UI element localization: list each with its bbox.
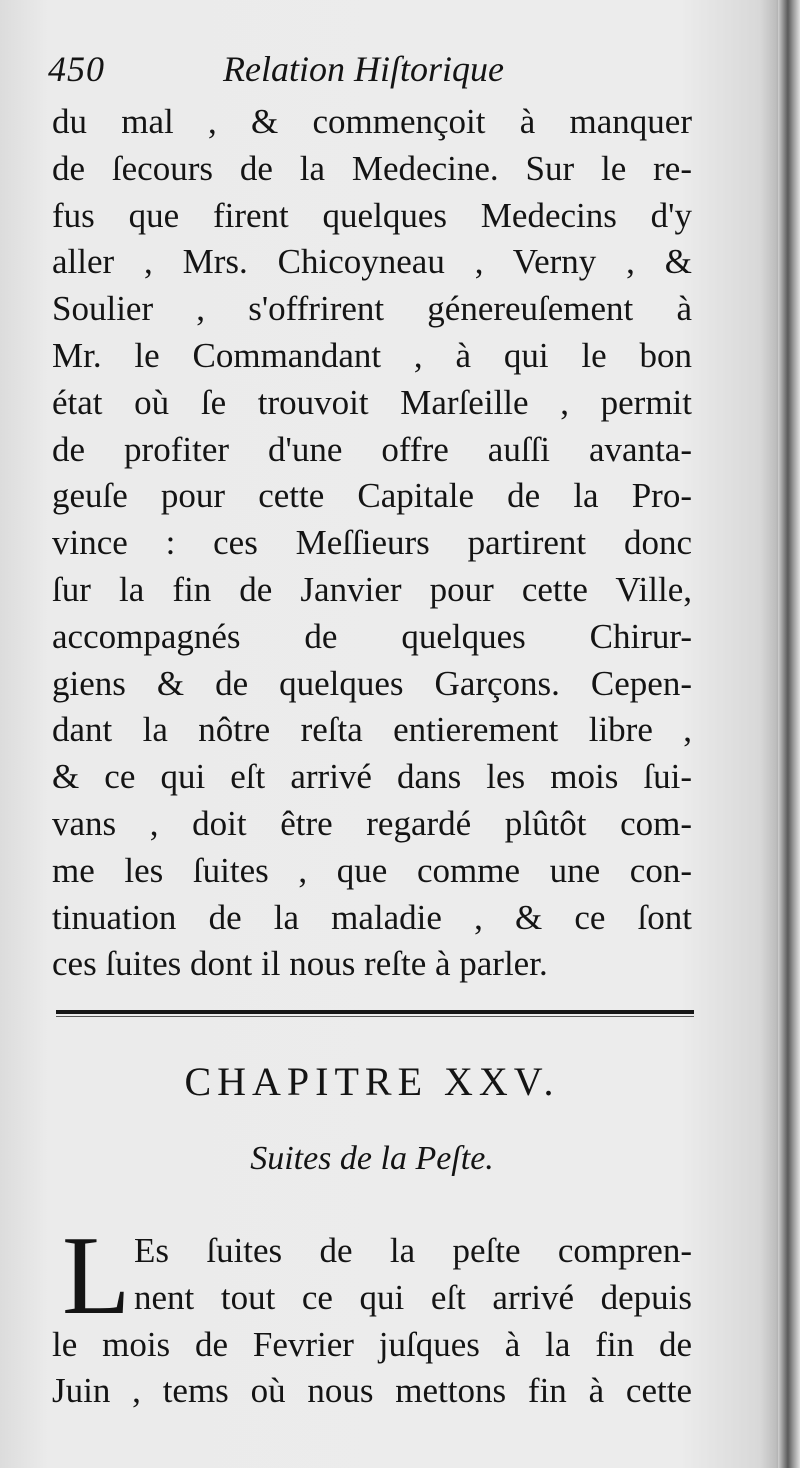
text-line: Soulier , s'offrirent génereuſement à — [52, 289, 692, 329]
text-line: nent tout ce qui eſt arrivé depuis — [134, 1277, 692, 1317]
chapter-title: CHAPITRE XXV. — [184, 1059, 560, 1104]
text-line: dant la nôtre reſta entierement libre , — [52, 710, 692, 750]
text-line: vans , doit être regardé plûtôt com- — [52, 803, 692, 843]
text-line: accompagnés de quelques Chirur- — [52, 616, 692, 656]
text-line: Juin , tems où nous mettons fin à cette — [52, 1371, 692, 1411]
text-line: geuſe pour cette Capitale de la Pro- — [52, 476, 692, 516]
text-line: état où ſe trouvoit Marſeille , permit — [52, 382, 692, 422]
divider-thick-line — [56, 1010, 694, 1014]
body-paragraph — [52, 99, 692, 988]
text-line: giens & de quelques Garçons. Cepen- — [52, 663, 692, 703]
text-line: fus que firent quelques Medecins d'y — [52, 195, 692, 235]
drop-cap: L — [62, 1214, 131, 1338]
text-line: & ce qui eſt arrivé dans les mois ſui- — [52, 757, 692, 797]
text-line: de ſecours de la Medecine. Sur le re- — [52, 148, 692, 188]
text-line: Mr. le Commandant , à qui le bon — [52, 335, 692, 375]
text-line: tinuation de la maladie , & ce ſont — [52, 897, 692, 937]
text-line: Es ſuites de la peſte compren- — [134, 1231, 692, 1270]
text-line: vince : ces Meſſieurs partirent donc — [52, 523, 692, 563]
opening-paragraph — [52, 1214, 692, 1415]
text-line: me les ſuites , que comme une con- — [52, 850, 692, 890]
divider-thin-line — [56, 1016, 694, 1017]
page-number: 450 — [48, 49, 105, 89]
text-line: ces ſuites dont il nous reſte à parler. — [52, 944, 548, 984]
page-gutter — [778, 0, 800, 1468]
page-header — [48, 48, 708, 98]
running-title: Relation Hiſtorique — [223, 49, 504, 89]
text-line: aller , Mrs. Chicoyneau , Verny , & — [52, 242, 692, 282]
text-line: ſur la fin de Janvier pour cette Ville, — [52, 569, 692, 609]
text-line: du mal , & commençoit à manquer — [52, 102, 692, 141]
section-divider — [56, 1010, 694, 1016]
chapter-subtitle: Suites de la Peſte. — [250, 1140, 494, 1177]
text-line: de profiter d'une offre auſſi avanta- — [52, 429, 692, 469]
text-line: le mois de Fevrier juſques à la fin de — [52, 1324, 692, 1364]
